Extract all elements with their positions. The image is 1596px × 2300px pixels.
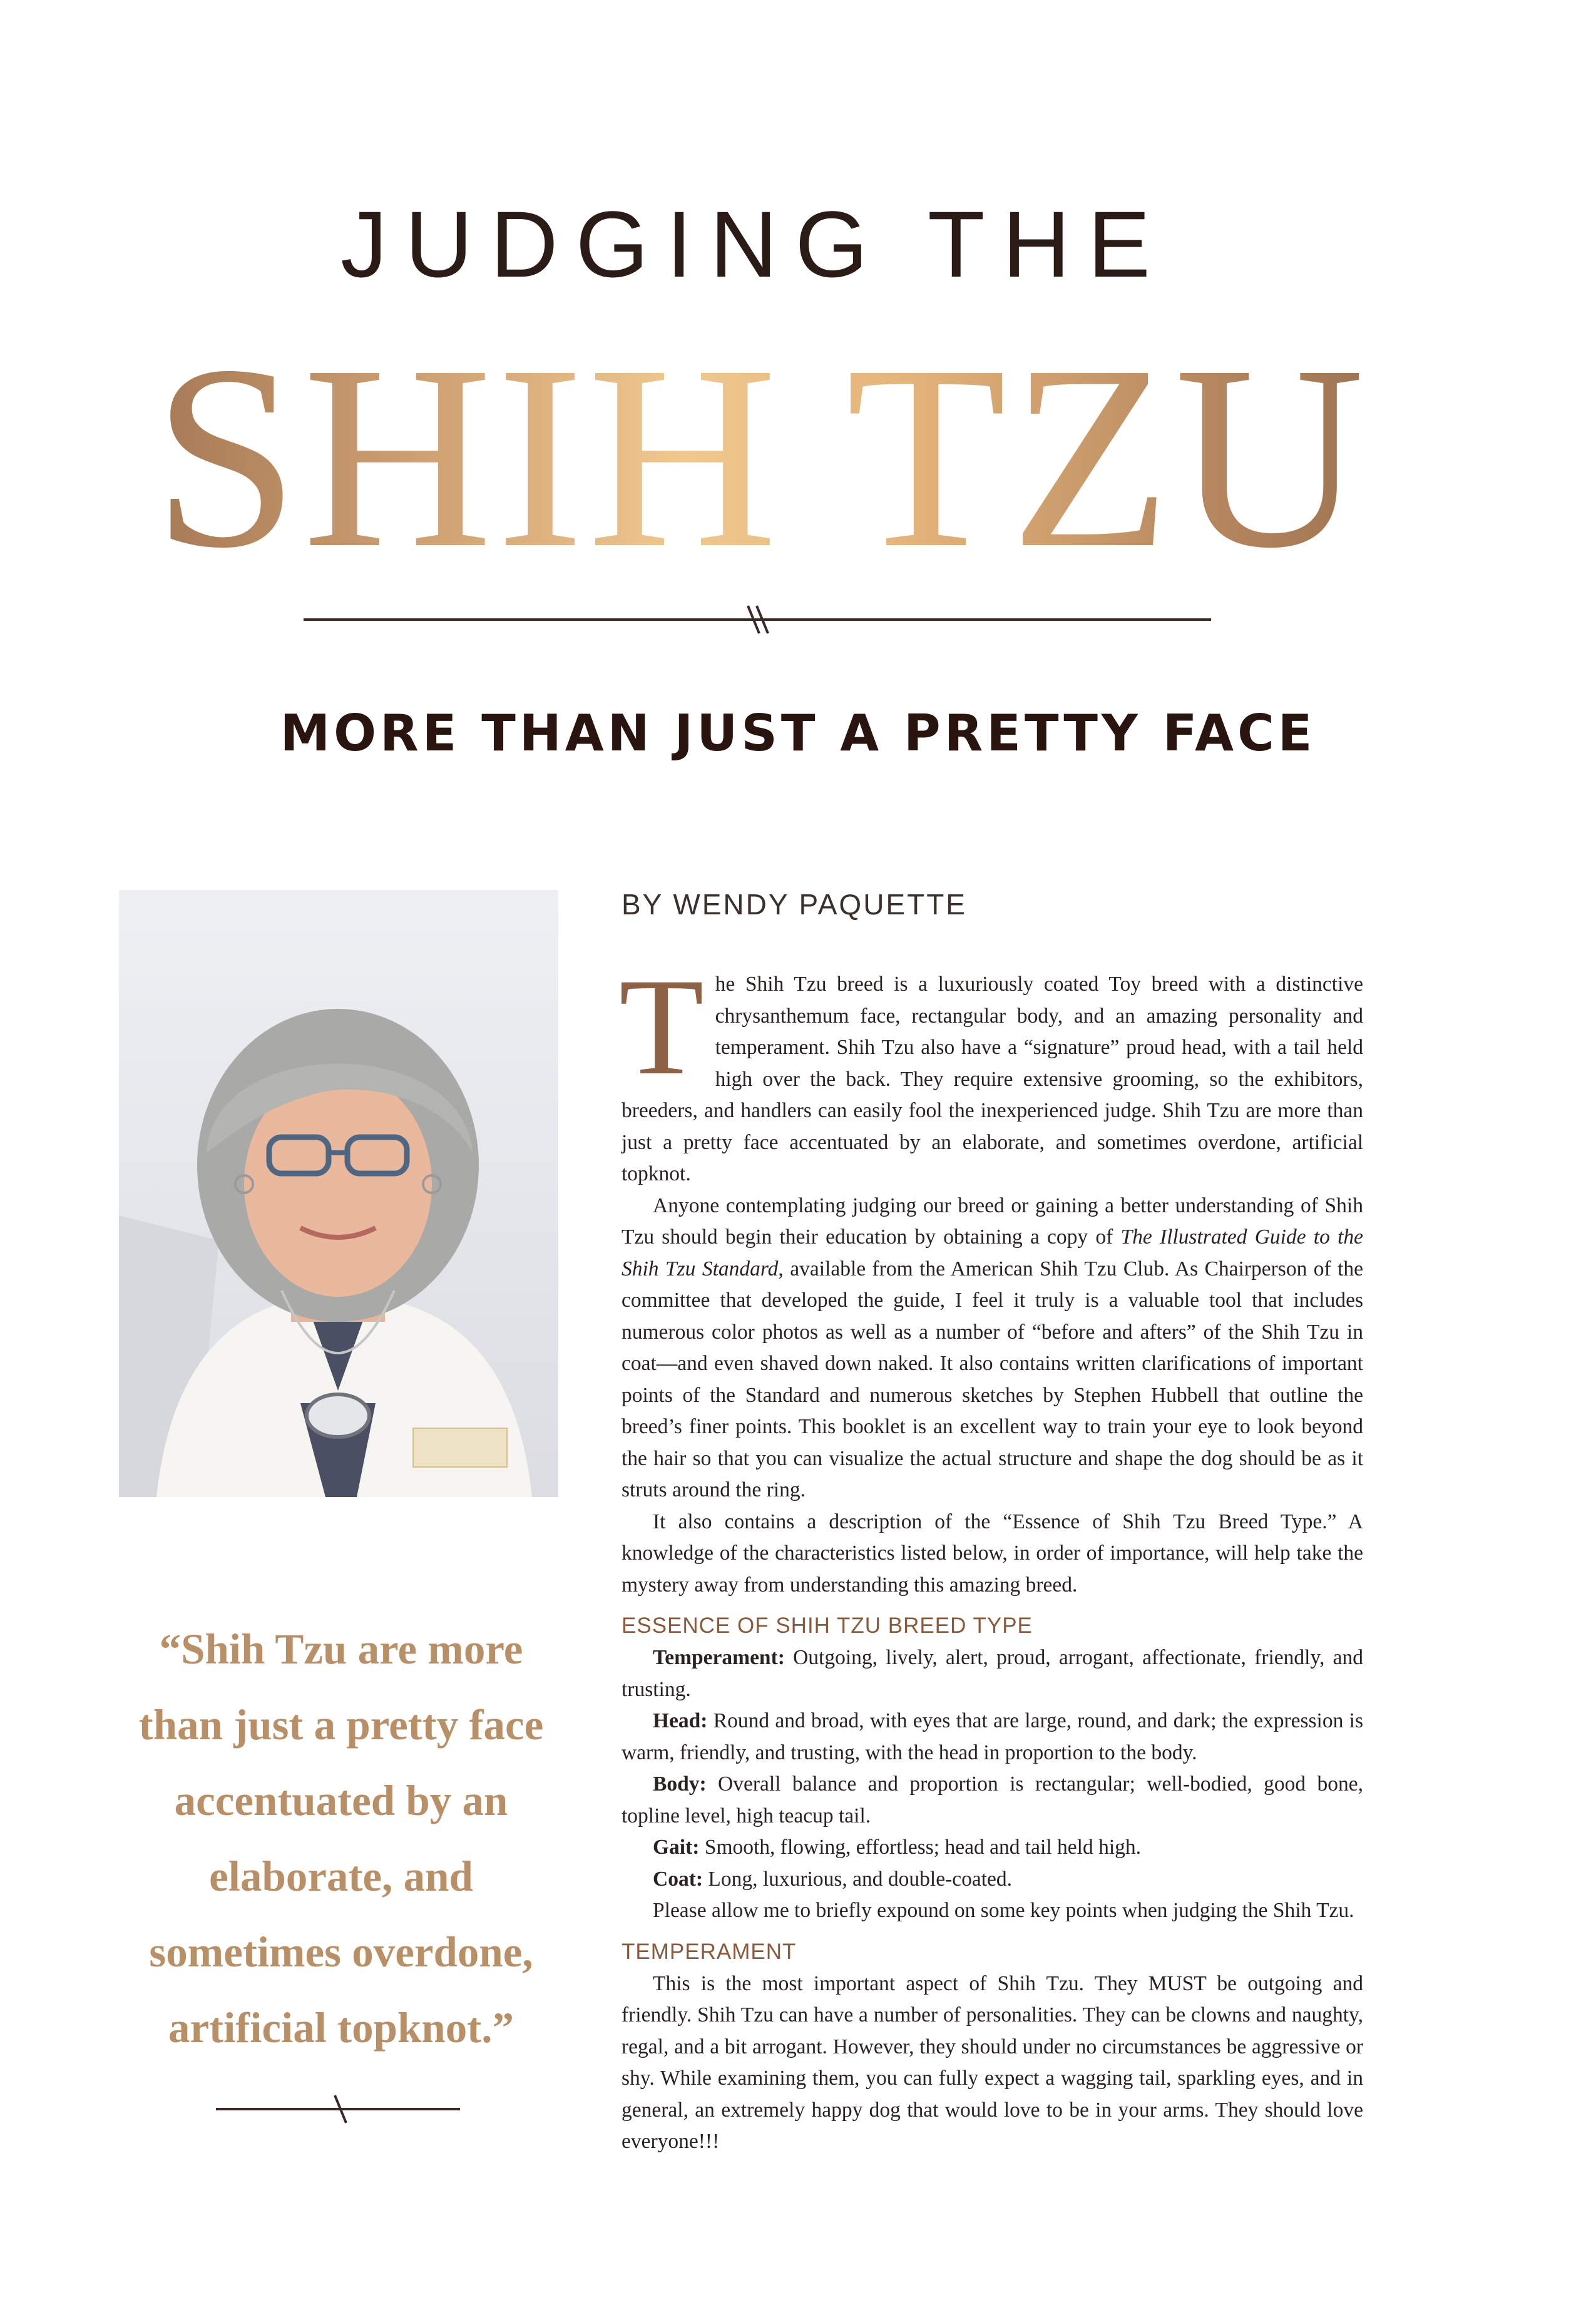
essence-item-head: Head: Round and broad, with eyes that are large, round, and dark; the expression is warm, friendly, and trusting, with the head in proportion to the body. (622, 1709, 1363, 1764)
author-photo (119, 890, 558, 1497)
essence-item-coat: Coat: Long, luxurious, and double-coated. (653, 1867, 1013, 1891)
section-heading-essence: ESSENCE OF SHIH TZU BREED TYPE (622, 1613, 1033, 1638)
essence-item-gait: Gait: Smooth, flowing, effortless; head and tail held high. (653, 1836, 1141, 1859)
pre-title: JUDGING THE (340, 192, 1168, 297)
main-title: SHIH TZU (0, 325, 1521, 588)
essence-item-body: Body: Overall balance and proportion is rectangular; well-bodied, good bone, topline level, high teacup tail. (622, 1772, 1363, 1827)
paragraph-guide: Anyone contemplating judging our breed or gaining a better understanding of Shih Tzu should begin their education by obtaining a copy of The Illustrated Guide to the Shih Tzu Standard, available from the American Shih Tzu Club. As Chairperson of the committee that developed the guide, I feel it truly is a valuable tool that includes numerous color photos as well as a number of “before and afters” of the Shih Tzu in coat—and even shaved down naked. It also contains written clarifications of important points of the Standard and numerous sketches by Stephen Hubbell that outline the breed’s finer points. This booklet is an excellent way to train your eye to look beyond the hair so that you can visualize the actual structure and shape the dog should be as it struts around the ring. (622, 1193, 1363, 1501)
essence-item-temperament: Temperament: Outgoing, lively, alert, proud, arrogant, affectionate, friendly, and trusting. (622, 1646, 1363, 1701)
drop-cap: T (619, 950, 704, 1104)
paragraph-essence-intro: It also contains a description of the “Essence of Shih Tzu Breed Type.” A knowledge of the characteristics listed below, in order of importance, will help take the mystery away from understanding this amazing breed. (622, 1510, 1363, 1597)
subtitle: MORE THAN JUST A PRETTY FACE (280, 704, 1316, 762)
article-body (619, 950, 1363, 2158)
byline: BY WENDY PAQUETTE (622, 888, 967, 921)
intro-paragraph: The Shih Tzu breed is a luxuriously coated Toy breed with a distinctive chrysanthemum face, rectangular body, and an amazing personality and temperament. Shih Tzu also have a “signature” proud head, with a tail held high over the back. They require extensive grooming, so the exhibitors, breeders, and handlers can easily fool the inexperienced judge. Shih Tzu are more than just a pretty face accentuated by an elaborate, and sometimes overdone, artificial topknot. (619, 950, 1363, 1185)
section-heading-temperament: TEMPERAMENT (622, 1939, 797, 1964)
book-title: The Illustrated Guide to the Shih Tzu Standard (622, 1225, 1363, 1280)
paragraph-temperament: This is the most important aspect of Shih Tzu. They MUST be outgoing and friendly. Shih Tzu can have a number of personalities. They can be clowns and naughty, regal, and a bit arrogant. However, they should under no circumstances be aggressive or shy. While examining them, you can fully expect a wagging tail, sparkling eyes, and in general, an extremely happy dog that would love to be in your arms. They should love everyone!!! (622, 1971, 1363, 2153)
paragraph-expound: Please allow me to briefly expound on some key points when judging the Shih Tzu. (653, 1899, 1354, 1922)
pull-quote: “Shih Tzu are more than just a pretty face accentuated by an elaborate, and sometimes overdone, artificial topknot.” (138, 1625, 544, 2052)
title-divider (304, 604, 1211, 635)
quote-divider (216, 2093, 460, 2125)
